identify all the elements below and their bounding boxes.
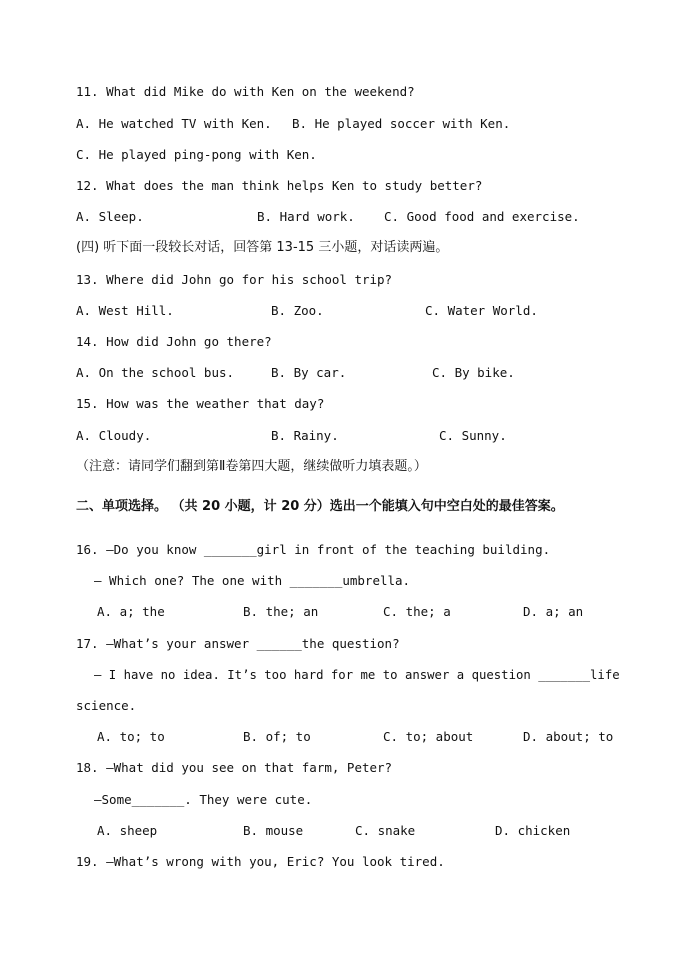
q13-stem: 13. Where did John go for his school trip? bbox=[76, 272, 393, 287]
q16-line2: — Which one? The one with _______umbrella. bbox=[94, 573, 411, 588]
q11-option-c: C. He played ping-pong with Ken. bbox=[76, 147, 317, 162]
q17-line3: science. bbox=[76, 698, 137, 713]
q14-options bbox=[0, 365, 688, 381]
q15-options bbox=[0, 428, 688, 444]
q18-option-a: A. sheep bbox=[97, 823, 158, 838]
q17-line1: 17. —What’s your answer ______the question? bbox=[76, 636, 400, 651]
q11-option-a: A. He watched TV with Ken. bbox=[76, 116, 272, 131]
q17-option-b: B. of; to bbox=[243, 729, 311, 744]
q15-option-b: B. Rainy. bbox=[271, 428, 339, 443]
q16-option-a: A. a; the bbox=[97, 604, 165, 619]
q17-option-a: A. to; to bbox=[97, 729, 165, 744]
q14-stem: 14. How did John go there? bbox=[76, 334, 272, 349]
q16-option-b: B. the; an bbox=[243, 604, 319, 619]
q17-option-c: C. to; about bbox=[383, 729, 474, 744]
q11-option-b: B. He played soccer with Ken. bbox=[292, 116, 511, 131]
q13-option-c: C. Water World. bbox=[425, 303, 538, 318]
q15-option-a: A. Cloudy. bbox=[76, 428, 152, 443]
q18-option-d: D. chicken bbox=[495, 823, 571, 838]
q17-line2: — I have no idea. It’s too hard for me to answer a question _______life bbox=[94, 668, 620, 682]
q16-option-c: C. the; a bbox=[383, 604, 451, 619]
q15-stem: 15. How was the weather that day? bbox=[76, 396, 325, 411]
q16-option-d: D. a; an bbox=[523, 604, 584, 619]
q12-options bbox=[0, 209, 688, 225]
q16-line1: 16. —Do you know _______girl in front of the teaching building. bbox=[76, 542, 551, 557]
q17-options bbox=[0, 729, 688, 745]
q12-option-c: C. Good food and exercise. bbox=[384, 209, 580, 224]
q12-stem: 12. What does the man think helps Ken to study better? bbox=[76, 178, 483, 193]
q13-option-a: A. West Hill. bbox=[76, 303, 174, 318]
q18-option-b: B. mouse bbox=[243, 823, 304, 838]
q14-option-c: C. By bike. bbox=[432, 365, 515, 380]
q14-option-b: B. By car. bbox=[271, 365, 347, 380]
q19-line1: 19. —What’s wrong with you, Eric? You look tired. bbox=[76, 854, 445, 869]
q18-options bbox=[0, 823, 688, 839]
q12-option-a: A. Sleep. bbox=[76, 209, 144, 224]
q18-line1: 18. —What did you see on that farm, Peter? bbox=[76, 760, 393, 775]
q17-option-d: D. about; to bbox=[523, 729, 614, 744]
part2-heading: 二、单项选择。 （共 20 小题，计 20 分）选出一个能填入句中空白处的最佳答案。 bbox=[76, 499, 564, 514]
q16-options bbox=[0, 604, 688, 620]
q12-option-b: B. Hard work. bbox=[257, 209, 355, 224]
q18-line2: —Some_______. They were cute. bbox=[94, 792, 313, 807]
q11-stem: 11. What did Mike do with Ken on the weekend? bbox=[76, 84, 415, 99]
q14-option-a: A. On the school bus. bbox=[76, 365, 235, 380]
q15-option-c: C. Sunny. bbox=[439, 428, 507, 443]
q13-options bbox=[0, 303, 688, 319]
listening-note: （注意：请同学们翻到第Ⅱ卷第四大题，继续做听力填表题。） bbox=[76, 459, 427, 474]
q18-option-c: C. snake bbox=[355, 823, 416, 838]
section4-instruction: (四) 听下面一段较长对话，回答第 13-15 三小题，对话读两遍。 bbox=[76, 240, 449, 255]
q11-options bbox=[0, 116, 688, 132]
q13-option-b: B. Zoo. bbox=[271, 303, 324, 318]
